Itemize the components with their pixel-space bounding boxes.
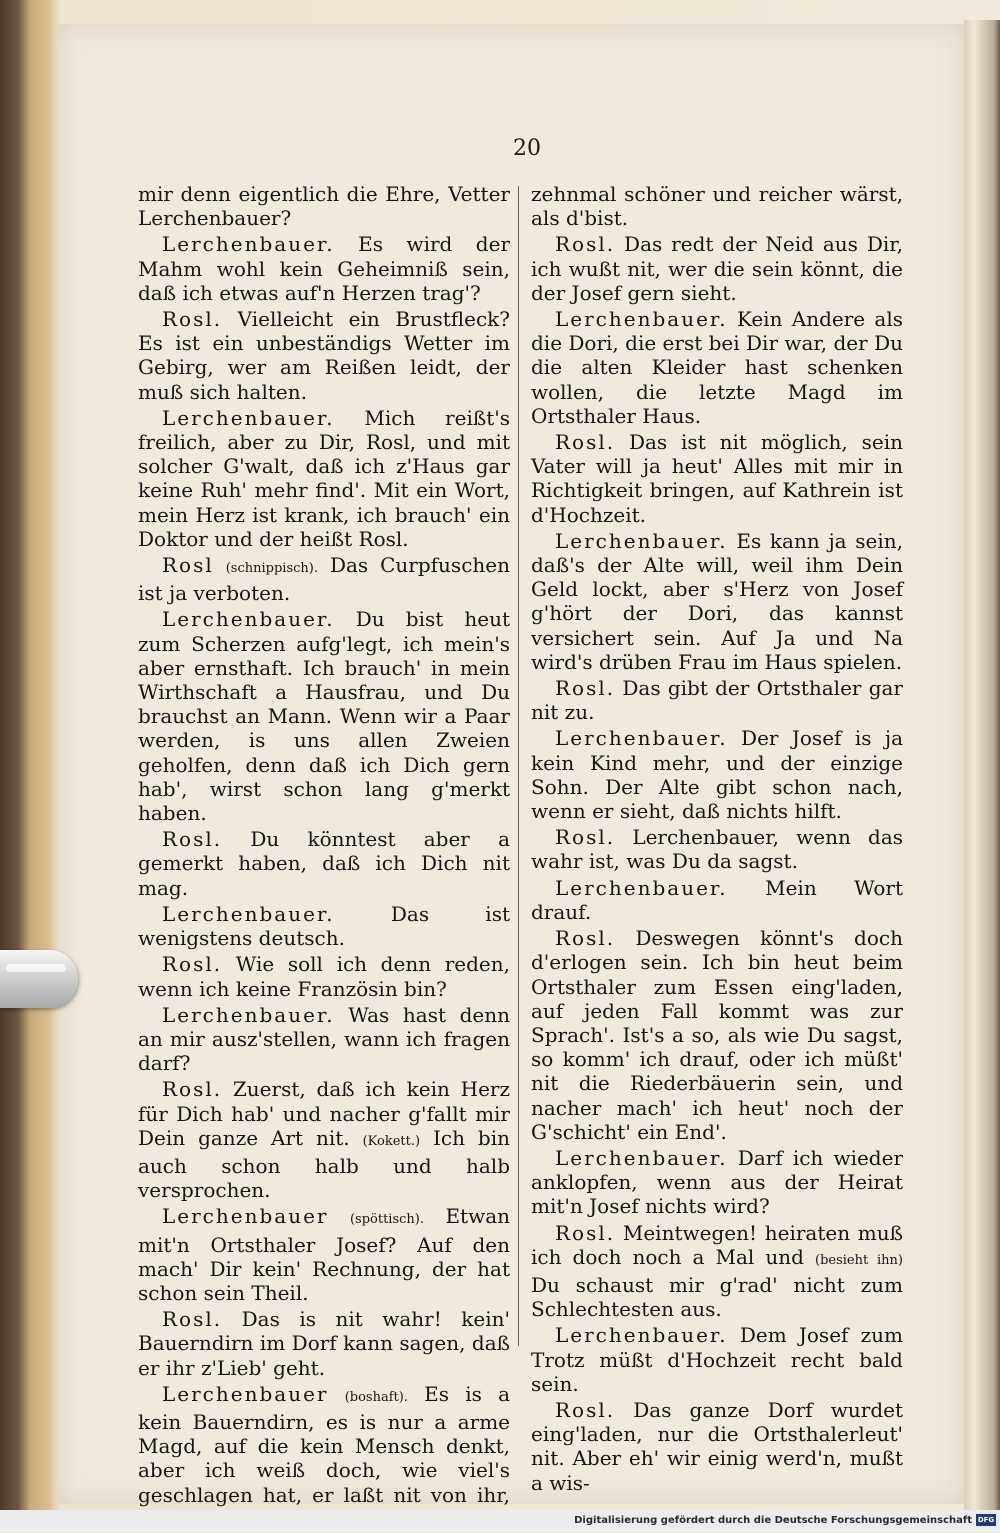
- paragraph: [531, 825, 903, 873]
- speaker-name: Rosl.: [555, 926, 616, 951]
- paragraph: [531, 1221, 903, 1322]
- dialogue-text: Du schaust mir g'rad' nicht zum Schlechtesten aus.: [531, 1272, 903, 1322]
- speaker-name: Lerchenbauer.: [555, 1323, 728, 1348]
- speaker-name: Rosl.: [555, 825, 616, 850]
- dialogue-text: Deswegen könnt's doch d'erlogen sein. Ich bin heut beim Ortsthaler zum Essen eing'laden, auf jeden Fall kommt was zur Sprach'. Ist's a so, als wie Du sagst, so komm' ich drauf, oder ich müßt' nit die Riederbäuerin sein, und nacher mach' ich heut' noch der G'schicht' ein End'.: [531, 926, 903, 1144]
- speaker-name: Rosl.: [162, 952, 223, 977]
- paragraph: [138, 1077, 510, 1202]
- page-number: 20: [513, 136, 541, 161]
- paragraph: [138, 182, 510, 230]
- dialogue-text: Etwan mit'n Ortsthaler Josef? Auf den mach' Dir kein' Rechnung, der hat schon sein Theil.: [138, 1204, 511, 1305]
- paragraph: [531, 1146, 903, 1219]
- paragraph: [138, 232, 510, 305]
- dialogue-text: zehnmal schöner und reicher wärst, als d'bist.: [531, 182, 903, 231]
- left-column: [138, 182, 510, 1533]
- paragraph: [138, 1204, 510, 1305]
- speaker-name: Lerchenbauer.: [162, 232, 335, 257]
- dialogue-text: Es kann ja sein, daß's der Alte will, weil ihm Dein Geld lockt, aber s'Herz von Josef g'hört der Dori, das kannst versichert sein. Auf Ja und Na wird's drüben Frau im Haus spielen.: [531, 528, 904, 674]
- dialogue-text: Vielleicht ein Brustfleck? Es ist ein unbeständigs Wetter im Gebirg, wer am Reißen leidt, der muß sich halten.: [138, 307, 510, 404]
- right-column: [531, 182, 903, 1497]
- stage-direction: (schnippisch).: [225, 561, 318, 577]
- dialogue-text: Das is nit wahr! kein' Bauerndirn im Dorf kann sagen, daß er ihr z'Lieb' geht.: [138, 1307, 510, 1380]
- dialogue-text: Zuerst, daß ich kein Herz für Dich hab' und nacher g'fallt mir Dein ganze Art nit.: [138, 1077, 511, 1150]
- dialogue-text: Das ist nit möglich, sein Vater will ja heut' Alles mit mir in Richtigkeit bringen, auf Kathrein ist d'Hochzeit.: [531, 430, 903, 527]
- paragraph: [531, 876, 903, 924]
- speaker-name: Lerchenbauer.: [555, 307, 728, 332]
- paragraph: [531, 1398, 903, 1495]
- speaker-name: Lerchenbauer.: [162, 405, 335, 430]
- paragraph: [138, 827, 510, 900]
- paragraph: [138, 1382, 510, 1531]
- dialogue-text: Lerchenbauer, wenn das wahr ist, was Du da sagst.: [531, 825, 904, 874]
- paragraph: [531, 726, 903, 823]
- speaker-name: Rosl.: [555, 232, 616, 257]
- stage-direction: (Kokett.): [362, 1133, 421, 1149]
- dialogue-text: Das redt der Neid aus Dir, ich wußt nit, wer die sein könnt, die der Josef gern sieht.: [531, 232, 904, 305]
- stage-direction: (spöttisch).: [349, 1212, 424, 1228]
- dialogue-text: Das gibt der Ortsthaler gar nit zu.: [531, 676, 903, 725]
- dialogue-text: Was hast denn an mir ausz'stellen, wann ich fragen darf?: [138, 1002, 511, 1076]
- paragraph: [531, 232, 903, 305]
- next-page-edge: [964, 20, 1000, 1510]
- speaker-name: Rosl.: [162, 307, 223, 332]
- paragraph: [138, 952, 510, 1000]
- speaker-name: Lerchenbauer.: [555, 528, 728, 553]
- speaker-name: Lerchenbauer: [162, 1381, 329, 1406]
- speaker-name: Rosl.: [162, 827, 223, 852]
- paragraph: [138, 1307, 510, 1380]
- speaker-name: Lerchenbauer: [162, 1204, 329, 1229]
- dialogue-text: Kein Andere als die Dori, die erst bei Dir war, der Du die alten Kleider hast schenken wollen, die letzte Magd im Ortsthaler Haus.: [531, 307, 903, 428]
- speaker-name: Rosl.: [162, 1077, 223, 1102]
- speaker-name: Lerchenbauer.: [555, 726, 728, 751]
- stage-direction: (besieht ihn): [815, 1252, 904, 1268]
- paragraph: [531, 307, 903, 428]
- paragraph: [138, 607, 510, 825]
- paragraph: [531, 430, 903, 527]
- paragraph: [531, 926, 903, 1144]
- stage-direction: (boshaft).: [344, 1389, 408, 1405]
- paragraph: [138, 1003, 510, 1076]
- column-divider: [518, 186, 519, 1346]
- speaker-name: Lerchenbauer.: [162, 607, 335, 632]
- dialogue-text: Meintwegen! heiraten muß ich doch noch a Mal und: [531, 1220, 904, 1269]
- speaker-name: Rosl: [162, 553, 214, 578]
- paragraph: [138, 553, 510, 605]
- speaker-name: Lerchenbauer.: [555, 875, 728, 900]
- dialogue-text: Mein Wort drauf.: [531, 875, 903, 924]
- page-clip: [0, 950, 78, 1008]
- dialogue-text: Es wird der Mahm wohl kein Geheimniß sein, daß ich etwas auf'n Herzen trag'?: [138, 232, 511, 305]
- speaker-name: Rosl.: [555, 1397, 616, 1422]
- paragraph: [531, 1323, 903, 1396]
- speaker-name: Rosl.: [555, 676, 616, 701]
- dialogue-text: Dem Josef zum Trotz müßt d'Hochzeit recht bald sein.: [531, 1323, 904, 1396]
- dialogue-text: Es is a kein Bauerndirn, es is nur a arme Magd, auf die kein Mensch denkt, aber ich weiß doch, wie viel's geschlagen hat, er laßt nit von ihr,: [138, 1381, 510, 1507]
- dialogue-text: Der Josef is ja kein Kind mehr, und der einzige Sohn. Der Alte gibt schon nach, wenn er sieht, daß nichts hilft.: [531, 726, 904, 824]
- paragraph: [531, 182, 903, 230]
- dfg-logo: DFG: [977, 1516, 995, 1524]
- footer-credit: Digitalisierung gefördert durch die Deutsche Forschungsgemeinschaft: [574, 1515, 972, 1526]
- speaker-name: Lerchenbauer.: [162, 901, 335, 926]
- speaker-name: Rosl.: [162, 1307, 223, 1332]
- speaker-name: Rosl.: [555, 1220, 616, 1245]
- dialogue-text: Das ist wenigstens deutsch.: [138, 901, 510, 951]
- paragraph: [531, 676, 903, 724]
- dialogue-text: Ich bin auch schon halb und halb versprochen.: [138, 1125, 510, 1203]
- speaker-name: Lerchenbauer.: [162, 1002, 335, 1027]
- dialogue-text: Wie soll ich denn reden, wenn ich keine Französin bin?: [138, 952, 510, 1001]
- dialogue-text: Das ganze Dorf wurdet eing'laden, nur die Ortsthalerleut' nit. Aber eh' wir einig werd'n, mußt a wis-: [531, 1397, 903, 1495]
- dialogue-text: mir denn eigentlich die Ehre, Vetter Lerchenbauer?: [138, 182, 510, 231]
- dialogue-text: Das Curpfuschen ist ja verboten.: [138, 553, 510, 606]
- dialogue-text: Mich reißt's freilich, aber zu Dir, Rosl, und mit solcher G'walt, daß ich z'Haus gar keine Ruh' mehr find'. Mit ein Wort, mein Herz ist krank, ich brauch' ein Doktor und der heißt Rosl.: [138, 405, 511, 551]
- dialogue-text: Darf ich wieder anklopfen, wenn aus der Heirat mit'n Josef nichts wird?: [531, 1145, 903, 1219]
- paragraph: [138, 307, 510, 404]
- dialogue-text: Du könntest aber a gemerkt haben, daß ich Dich nit mag.: [138, 827, 510, 900]
- paragraph: [138, 406, 510, 551]
- speaker-name: Rosl.: [555, 430, 616, 455]
- dialogue-text: Du bist heut zum Scherzen aufg'legt, ich mein's aber ernsthaft. Ich brauch' in mein Wirthschaft a Hausfrau, und Du brauchst an Mann. Wenn wir a Paar werden, is uns allen Zweien geholfen, denn daß ich Dich gern hab', wirst schon lang g'merkt haben.: [138, 607, 511, 826]
- speaker-name: Lerchenbauer.: [555, 1145, 728, 1170]
- paragraph: [531, 529, 903, 674]
- paragraph: [138, 902, 510, 950]
